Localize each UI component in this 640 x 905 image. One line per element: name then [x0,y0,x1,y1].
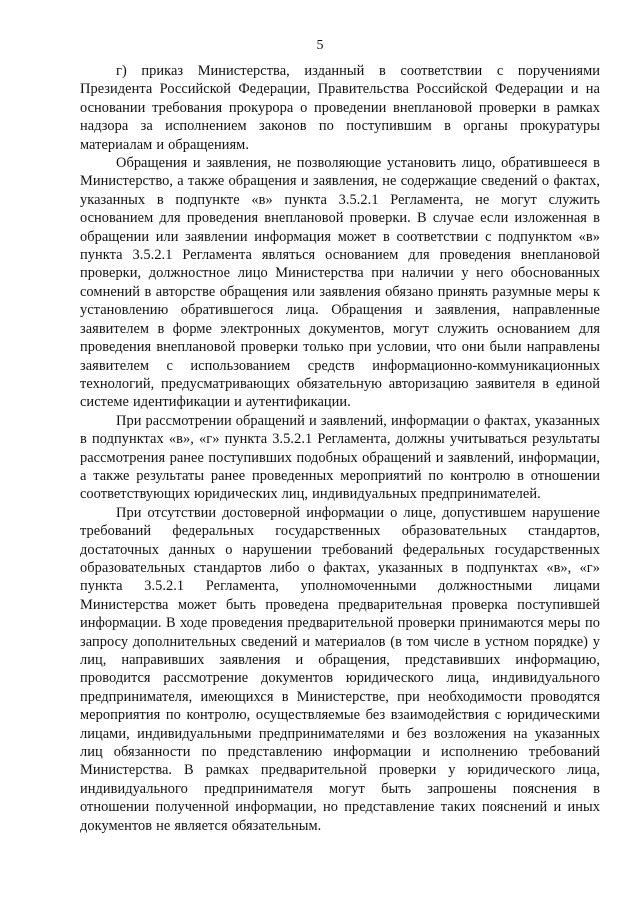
paragraph-order-g: г) приказ Министерства, изданный в соответствии с поручениями Президента Российской Федерации, Правительства Российской Федерации и на основании требования прокурора о проведении внеплановой проверки в рамках надзора за исполнением законов по поступившим в органы прокуратуры материалам и обращениям. [80,63,600,153]
paragraph-preliminary-check: При отсутствии достоверной информации о лице, допустившем нарушение требований федеральных государственных образовательных стандартов, достаточных данных о нарушении требований федеральных государственных образовательных стандартов либо о фактах, указанных в подпунктах «в», «г» пункта 3.5.2.1 Регламента, уполномоченными должностными лицами Министерства может быть проведена предварительная проверка поступившей информации. В ходе проведения предварительной проверки принимаются меры по запросу дополнительных сведений и материалов (в том числе в устном порядке) у лиц, направивших заявления и обращения, представивших информацию, проводится рассмотрение документов юридического лица, индивидуального предпринимателя, имеющихся в Министерстве, при необходимости проводятся мероприятия по контролю, осуществляемые без взаимодействия с юридическими лицами, индивидуальными предпринимателями и без возложения на указанных лиц обязанности по представлению информации и исполнению требований Министерства. В рамках предварительной проверки у юридического лица, индивидуального предпринимателя могут быть запрошены пояснения в отношении полученной информации, но представление таких пояснений и иных документов не является обязательным. [80,504,600,834]
paragraph-anonymous-appeals: Обращения и заявления, не позволяющие установить лицо, обратившееся в Министерство, а также обращения и заявления, не содержащие сведений о фактах, указанных в подпункте «в» пункта 3.5.2.1 Регламента, не могут служить основанием для проведения внеплановой проверки. В случае если изложенная в обращении или заявлении информация может в соответствии с подпунктом «в» пункта 3.5.2.1 Регламента являться основанием для проведения внеплановой проверки, должностное лицо Министерства при наличии у него обоснованных сомнений в авторстве обращения или заявления обязано принять разумные меры к установлению обратившегося лица. Обращения и заявления, направленные заявителем в форме электронных документов, могут служить основанием для проведения внеплановой проверки только при условии, что они были направлены заявителем с использованием средств информационно-коммуникационных технологий, предусматривающих обязательную авторизацию заявителя в единой системе идентификации и аутентификации. [80,155,600,411]
paragraph-consideration-of-appeals: При рассмотрении обращений и заявлений, информации о фактах, указанных в подпунктах «в», «г» пункта 3.5.2.1 Регламента, должны учитываться результаты рассмотрения ранее поступивших подобных обращений и заявлений, информации, а также результаты ранее проведенных мероприятий по контролю в отношении соответствующих юридических лиц, индивидуальных предпринимателей. [80,412,600,503]
page-number: 5 [316,38,324,53]
document-body [80,62,600,835]
